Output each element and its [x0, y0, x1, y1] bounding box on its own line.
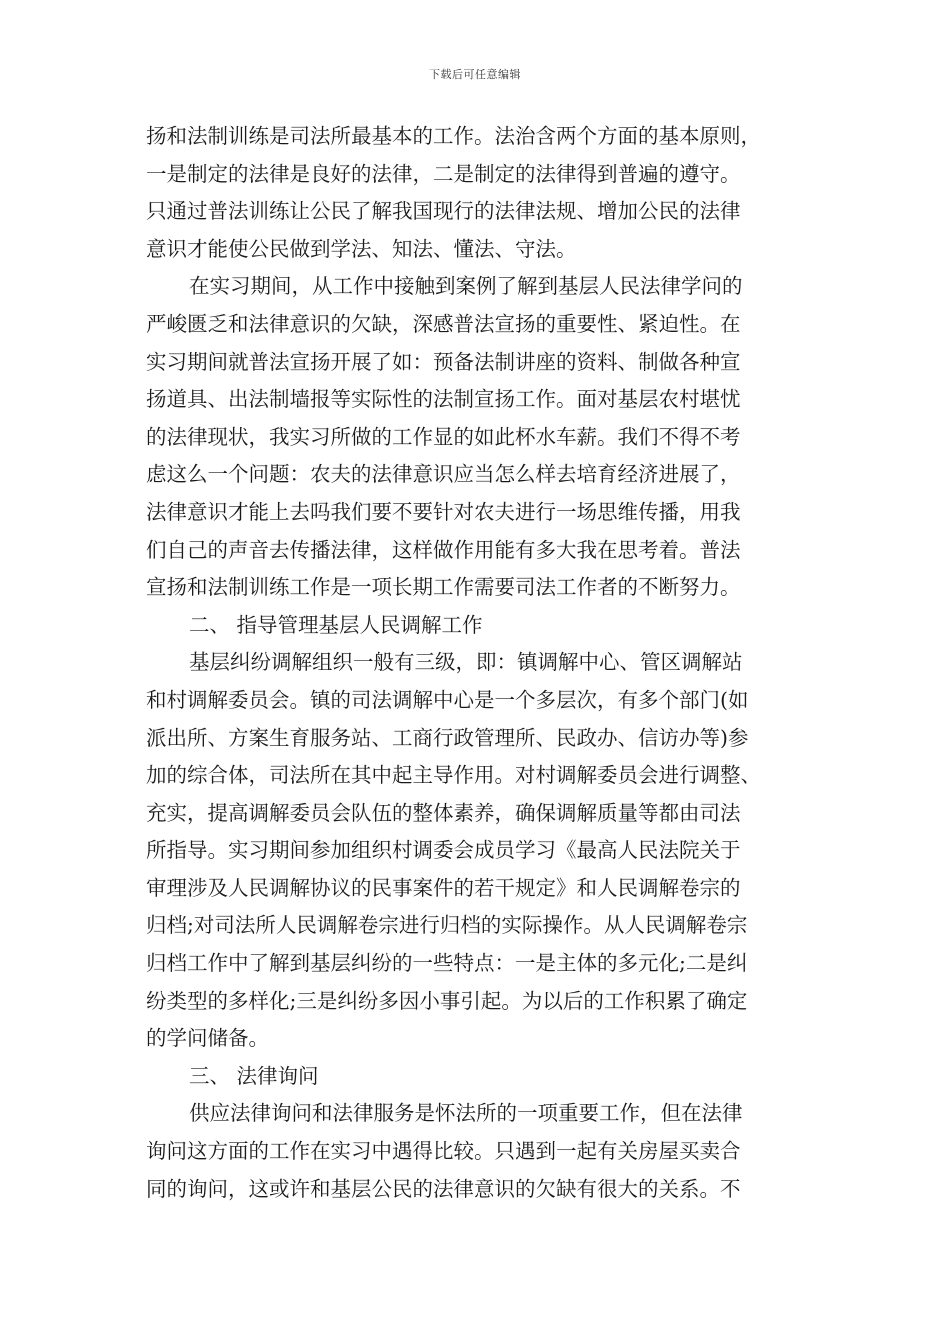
- text-line: 审理涉及人民调解协议的民事案件的若干规定》和人民调解卷宗的: [146, 875, 741, 900]
- text-line: 扬道具、出法制墙报等实际性的法制宣扬工作。面对基层农村堪忧: [146, 387, 741, 412]
- text-line: 供应法律询问和法律服务是怀法所的一项重要工作，但在法律: [189, 1101, 743, 1126]
- text-line: 归档工作中了解到基层纠纷的一些特点：一是主体的多元化;二是纠: [146, 951, 748, 976]
- text-line: 基层纠纷调解组织一般有三级，即：镇调解中心、管区调解站: [189, 650, 743, 675]
- text-line: 二、 指导管理基层人民调解工作: [189, 612, 483, 637]
- text-line: 严峻匮乏和法律意识的欠缺，深感普法宣扬的重要性、紧迫性。在: [146, 311, 741, 336]
- text-line: 三、 法律询问: [189, 1063, 319, 1088]
- text-line: 询问这方面的工作在实习中遇得比较。只遇到一起有关房屋买卖合: [146, 1139, 741, 1164]
- text-line: 归档;对司法所人民调解卷宗进行归档的实际操作。从人民调解卷宗: [146, 913, 748, 938]
- page-header: 下载后可任意编辑: [429, 68, 521, 81]
- text-line: 和村调解委员会。镇的司法调解中心是一个多层次，有多个部门(如: [146, 687, 749, 712]
- text-line: 法律意识才能上去吗我们要不要针对农夫进行一场思维传播，用我: [146, 499, 741, 524]
- text-line: 虑这么一个问题：农夫的法律意识应当怎么样去培育经济进展了，: [146, 462, 741, 487]
- text-line: 的法律现状，我实习所做的工作显的如此杯水车薪。我们不得不考: [146, 424, 741, 449]
- text-line: 纷类型的多样化;三是纠纷多因小事引起。为以后的工作积累了确定: [146, 988, 748, 1013]
- text-line: 充实，提高调解委员会队伍的整体素养，确保调解质量等都由司法: [146, 800, 741, 825]
- text-line: 只通过普法训练让公民了解我国现行的法律法规、增加公民的法律: [146, 199, 741, 224]
- text-line: 在实习期间，从工作中接触到案例了解到基层人民法律学问的: [189, 274, 743, 299]
- text-line: 宣扬和法制训练工作是一项长期工作需要司法工作者的不断努力。: [146, 575, 741, 600]
- text-line: 的学问储备。: [146, 1026, 269, 1051]
- text-line: 扬和法制训练是司法所最基本的工作。法治含两个方面的基本原则，: [146, 124, 761, 148]
- text-line: 实习期间就普法宣扬开展了如：预备法制讲座的资料、制做各种宣: [146, 349, 741, 374]
- text-line: 们自己的声音去传播法律，这样做作用能有多大我在思考着。普法: [146, 537, 741, 562]
- text-line: 同的询问，这或许和基层公民的法律意识的欠缺有很大的关系。不: [146, 1176, 741, 1201]
- text-line: 加的综合体，司法所在其中起主导作用。对村调解委员会进行调整、: [146, 763, 761, 788]
- document-body: [146, 118, 806, 1208]
- text-line: 所指导。实习期间参加组织村调委会成员学习《最高人民法院关于: [146, 838, 741, 863]
- text-line: 意识才能使公民做到学法、知法、懂法、守法。: [146, 236, 577, 261]
- text-line: 派出所、方案生育服务站、工商行政管理所、民政办、信访办等)参: [146, 725, 749, 750]
- text-line: 一是制定的法律是良好的法律，二是制定的法律得到普遍的遵守。: [146, 161, 741, 186]
